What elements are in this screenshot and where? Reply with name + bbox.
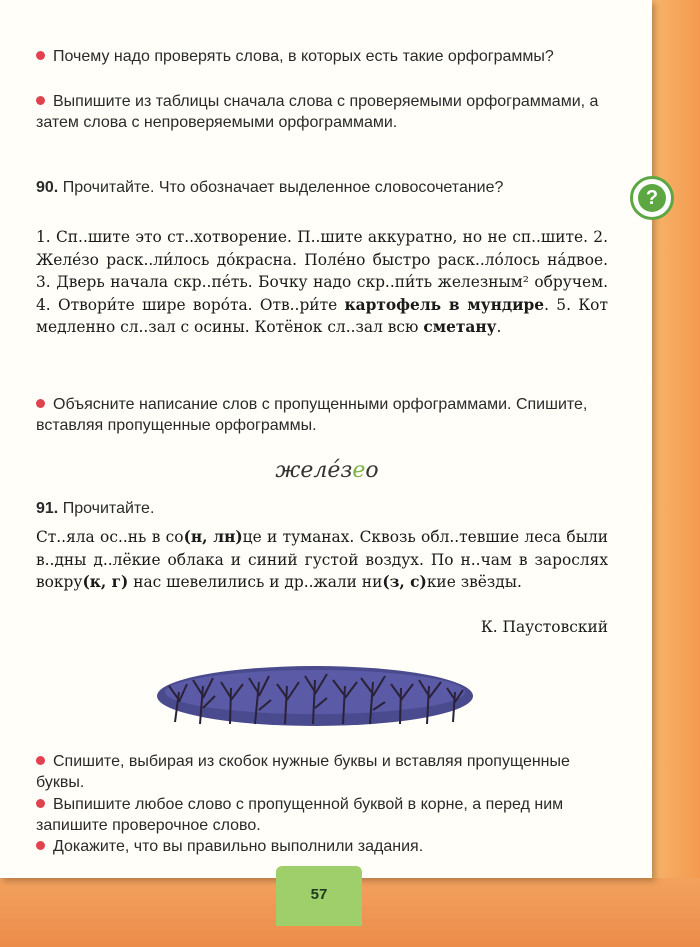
author: К. Паустовский — [480, 618, 608, 636]
task-bullet-1: Спишите, выбирая из скобок нужные буквы и вставляя пропущенные буквы. — [36, 753, 570, 791]
bullet-icon — [36, 799, 45, 808]
bullet-icon — [36, 96, 45, 105]
task-bullet-2: Выпишите любое слово с пропущенной буквой в корне, а перед ним запишите проверочное слово. — [36, 796, 564, 834]
bullet-icon — [36, 756, 45, 765]
bullet-icon — [36, 51, 45, 60]
night-bushes-illustration — [155, 662, 475, 730]
ex90-text: 1. Сп..шите это ст..хотворение. П..шите аккуратно, но не сп..шите. 2. Желе́зо раск..ли́лось до́красна. Поле́но быстро раск..ло́лось на́двое. 3. Дверь начала скр..пе́ть. Бочку надо скр..пи́ть железным² обручем. 4. Отвори́те шире воро́та. Отв..ри́те картофель в мундире. 5. Кот медленно сл..зал с осины. Котёнок сл..зал всю сметану. — [36, 228, 608, 336]
task-bullet-3: Докажите, что вы правильно выполнили задания. — [36, 836, 608, 857]
ex91-heading: 91. Прочитайте. — [36, 500, 155, 517]
ex90-heading: 90. Прочитайте. Что обозначает выделенное словосочетание? — [36, 179, 504, 196]
bullet-icon — [36, 399, 45, 408]
bullet-icon — [36, 841, 45, 850]
intro-bullet-1: Почему надо проверять слова, в которых есть такие орфограммы? — [36, 46, 608, 67]
ex90-bullet: Объясните написание слов с пропущенными орфограммами. Спишите, вставляя пропущенные орфограммы. — [36, 396, 588, 434]
intro-bullet-2: Выпишите из таблицы сначала слова с проверяемыми орфограммами, а затем слова с непроверяемыми орфограммами. — [36, 93, 599, 131]
highlighted-phrase: картофель в мундире — [344, 295, 545, 314]
highlighted-word: сметану — [423, 318, 497, 336]
question-leaf-icon: ? — [630, 176, 674, 220]
ex91-text: Ст..яла ос..нь в со(н, лн)це и туманах. Сквозь обл..тевшие леса были в..дны д..лёкие облака и синий густой воздух. По н..чам в зарослях вокру(к, г) нас шевелились и др..жали ни(з, с)кие звёзды. — [36, 528, 608, 591]
vocabulary-word: желе́зео — [275, 458, 379, 483]
side-stripe — [652, 0, 700, 947]
page-number: 57 — [276, 866, 362, 926]
